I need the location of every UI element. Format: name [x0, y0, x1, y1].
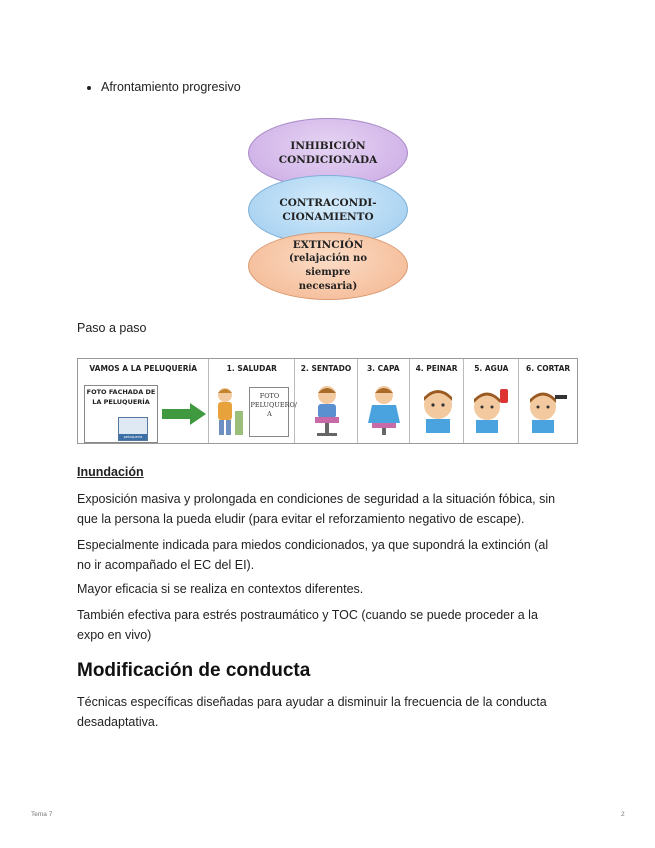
- sequence-step-label: 4. PEINAR: [415, 364, 458, 373]
- child-combing-icon: [418, 385, 458, 437]
- text-line: no ir acompañado el EC del EI).: [77, 558, 255, 572]
- child-greeting-icon: [213, 385, 247, 439]
- sequence-step-label: 1. SALUDAR: [226, 364, 277, 373]
- sequence-cell-sentado: [295, 359, 358, 443]
- sequence-step-label: 6. CORTAR: [526, 364, 571, 373]
- sequence-step-label: 5. AGUA: [474, 364, 509, 373]
- photo-caption: LA PELUQUERÍA: [92, 398, 150, 406]
- bullet-list: [83, 78, 241, 96]
- ellipse-extincion: [248, 232, 408, 300]
- child-haircut-icon: [525, 385, 571, 437]
- therapy-layers-diagram: [246, 118, 412, 300]
- ellipse-text: INHIBICIÓN: [290, 140, 366, 152]
- ellipse-note: (relajación no: [289, 253, 367, 264]
- ellipse-text: CIONAMIENTO: [282, 211, 374, 223]
- ellipse-text: CONTRACONDI-: [279, 197, 377, 209]
- paso-a-paso-label: Paso a paso: [77, 321, 147, 335]
- bullet-item: • Afrontamiento progresivo: [101, 78, 241, 96]
- photo-caption: FOTO: [259, 392, 280, 400]
- sequence-cell-capa: [358, 359, 410, 443]
- sequence-cell-peinar: [410, 359, 465, 443]
- photo-caption: PELUQUERO/: [250, 401, 297, 409]
- inundacion-heading: Inundación: [77, 465, 144, 479]
- modificacion-heading: Modificación de conducta: [77, 660, 311, 681]
- footer-chapter: Tema 7: [31, 811, 53, 818]
- shop-sign: peluquería: [119, 434, 147, 440]
- child-water-spray-icon: [470, 385, 514, 437]
- photo-caption: A: [267, 410, 272, 418]
- shop-front-icon: [118, 417, 148, 441]
- text-line: También efectiva para estrés postraumático y TOC (cuando se puede proceder a la: [77, 608, 538, 622]
- green-arrow-icon: [162, 403, 206, 425]
- inundacion-paragraph-3: Mayor eficacia si se realiza en contextos diferentes.: [77, 582, 364, 596]
- ellipse-note: necesaria): [298, 281, 358, 292]
- sequence-cell-agua: [464, 359, 519, 443]
- text-line: Exposición masiva y prolongada en condiciones de seguridad a la situación fóbica, sin: [77, 492, 556, 506]
- ellipse-text: CONDICIONADA: [278, 154, 378, 166]
- sequence-cell-intro: [78, 359, 209, 443]
- child-sitting-chair-icon: [307, 383, 347, 439]
- photo-placeholder-peluquero: [249, 387, 297, 437]
- text-line: que la persona la pueda eludir (para evitar el reforzamiento negativo de escape).: [77, 512, 525, 526]
- text-line: expo en vivo): [77, 628, 152, 642]
- sequence-cell-cortar: [519, 359, 577, 443]
- child-with-cape-icon: [364, 383, 404, 439]
- sequence-step-label: 2. SENTADO: [300, 364, 352, 373]
- hairdresser-sequence-strip: [77, 358, 578, 444]
- sequence-step-label: VAMOS A LA PELUQUERÍA: [89, 364, 198, 373]
- ellipse-text: EXTINCIÓN: [292, 239, 364, 251]
- text-line: Especialmente indicada para miedos condicionados, ya que supondrá la extinción (al: [77, 538, 549, 552]
- text-line: Técnicas específicas diseñadas para ayudar a disminuir la frecuencia de la conducta: [77, 695, 547, 709]
- ellipse-note: siempre: [305, 267, 351, 278]
- sequence-cell-saludar: [209, 359, 295, 443]
- photo-caption: FOTO FACHADA DE: [86, 388, 156, 396]
- sequence-step-label: 3. CAPA: [366, 364, 400, 373]
- text-line: desadaptativa.: [77, 715, 159, 729]
- footer-page-number: 2: [621, 811, 625, 818]
